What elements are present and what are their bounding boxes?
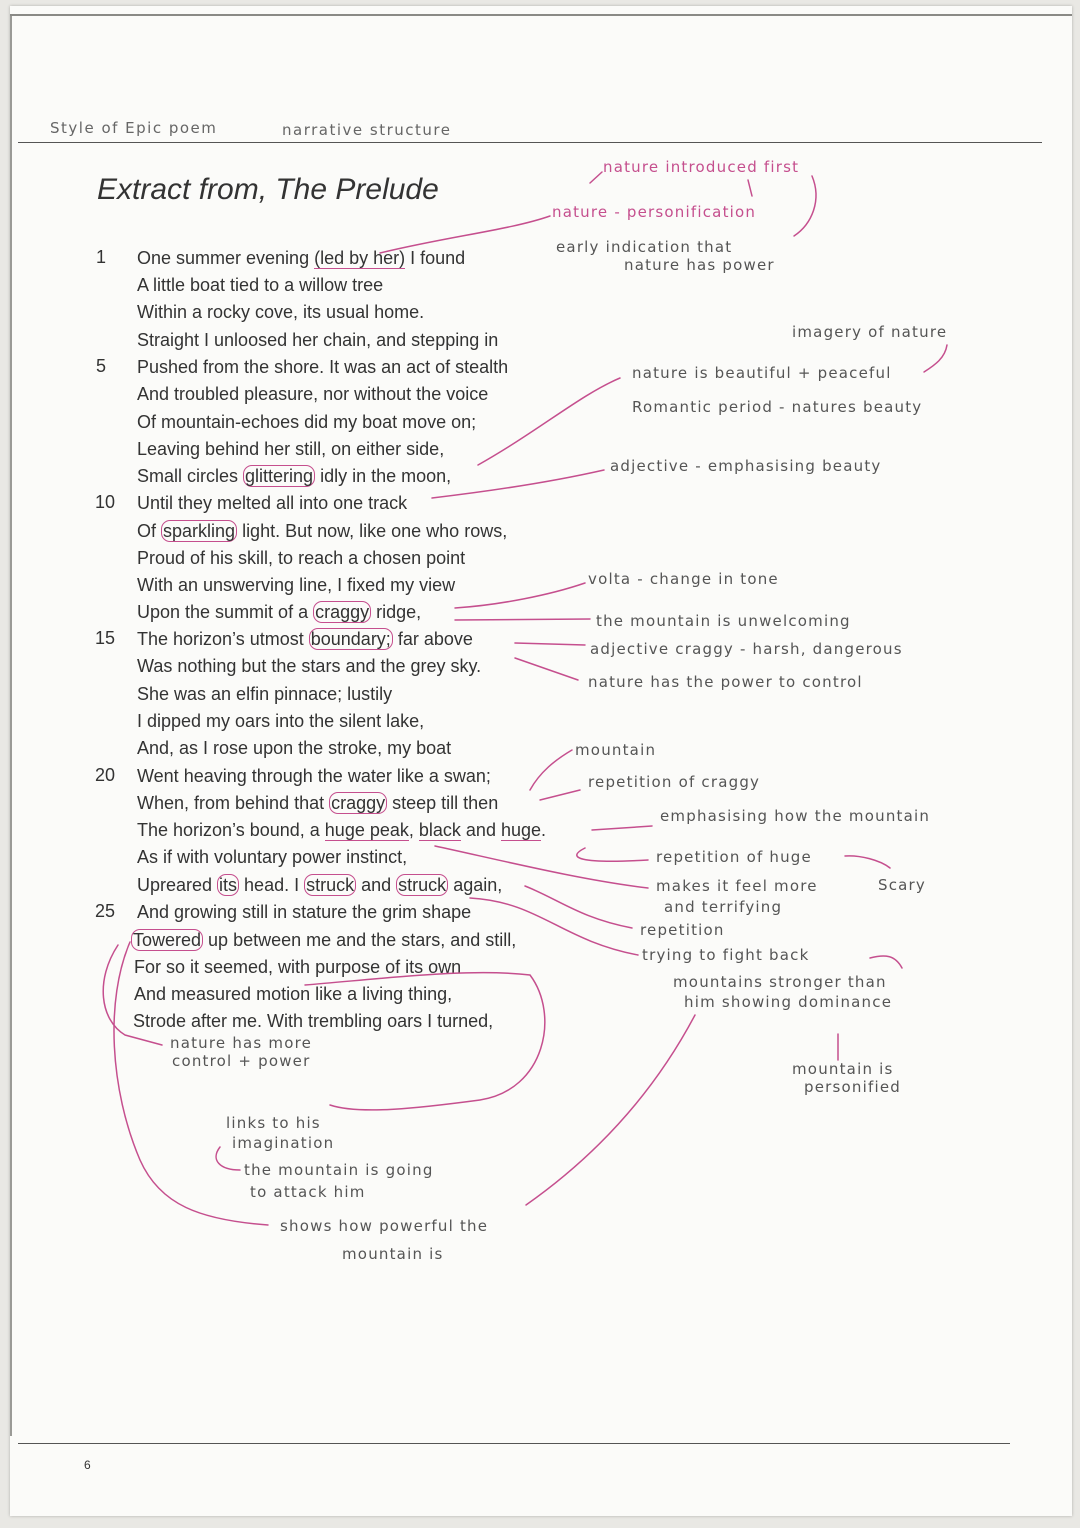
line-text: steep till then — [387, 793, 499, 813]
note-mountains-stronger: mountains stronger than — [673, 973, 887, 991]
note-control-power: control + power — [172, 1052, 311, 1070]
circled-word: glittering — [245, 466, 314, 486]
circled-word: struck — [306, 875, 355, 895]
poem-line: She was an elfin pinnace; lustily — [137, 684, 393, 704]
note-dominance: him showing dominance — [684, 993, 893, 1011]
underlined-phrase: black — [418, 820, 461, 840]
note-nature-power: nature has power — [624, 256, 775, 274]
note-adjective-craggy: adjective craggy - harsh, dangerous — [590, 640, 903, 658]
line-text: Upon the summit of a — [137, 602, 314, 622]
line-number: 15 — [95, 628, 116, 648]
poem-line: Went heaving through the water like a swan; — [137, 766, 491, 786]
note-personified: personified — [804, 1078, 901, 1096]
poem-line: I dipped my oars into the silent lake, — [137, 711, 425, 731]
header-style-note: Style of Epic poem — [50, 119, 218, 137]
line-text: up between me and the stars, and still, — [203, 930, 517, 950]
line-text: again, — [448, 875, 503, 895]
line-text: and — [460, 820, 501, 840]
note-mountain-is-powerful: mountain is — [342, 1245, 444, 1263]
poem-line: With an unswerving line, I fixed my view — [137, 575, 456, 595]
poem-line: As if with voluntary power instinct, — [137, 847, 408, 867]
note-repetition: repetition — [640, 921, 725, 939]
note-romantic: Romantic period - natures beauty — [632, 398, 923, 416]
note-mountain: mountain — [575, 741, 657, 759]
note-volta: volta - change in tone — [588, 570, 779, 588]
line-text: ridge, — [371, 602, 422, 622]
note-mountain-is: mountain is — [792, 1060, 894, 1078]
poem-line: Pushed from the shore. It was an act of stealth — [137, 357, 509, 377]
line-text: Small circles — [137, 466, 244, 486]
line-text: One summer evening — [137, 248, 315, 268]
note-scary: Scary — [878, 876, 927, 894]
circled-word: Towered — [133, 930, 202, 950]
line-text: light. But now, like one who rows, — [237, 521, 508, 541]
note-terrifying: and terrifying — [664, 898, 783, 916]
note-unwelcoming: the mountain is unwelcoming — [596, 612, 851, 630]
line-number: 25 — [95, 901, 116, 921]
line-text: Upreared — [137, 875, 218, 895]
note-fight-back: trying to fight back — [642, 946, 810, 964]
poem-line: Was nothing but the stars and the grey sky. — [137, 656, 482, 676]
line-text: far above — [392, 629, 473, 649]
note-personification: nature - personification — [552, 203, 757, 221]
note-makes-feel: makes it feel more — [656, 877, 818, 895]
circled-word: craggy — [315, 602, 370, 622]
line-number: 10 — [95, 492, 116, 512]
note-adjective-beauty: adjective - emphasising beauty — [610, 457, 882, 475]
underlined-phrase: huge peak — [324, 820, 409, 840]
note-imagination: imagination — [232, 1134, 335, 1152]
poem-line: Within a rocky cove, its usual home. — [137, 302, 425, 322]
note-mountain-attack: the mountain is going — [244, 1161, 434, 1179]
poem-line: A little boat tied to a willow tree — [137, 275, 384, 295]
poem-line: And troubled pleasure, nor without the voice — [137, 384, 489, 404]
note-power-control: nature has the power to control — [588, 673, 863, 691]
poem-line: Straight I unloosed her chain, and stepping in — [137, 330, 499, 350]
line-number: 1 — [96, 247, 107, 267]
note-attack-him: to attack him — [250, 1183, 366, 1201]
line-text: . — [541, 820, 547, 840]
note-nature-introduced: nature introduced first — [603, 158, 800, 176]
circled-word: its — [219, 875, 238, 895]
note-beautiful: nature is beautiful + peaceful — [632, 364, 892, 382]
underlined-phrase: huge — [500, 820, 542, 840]
underlined-phrase: (led by her) — [314, 248, 406, 268]
circled-word: sparkling — [163, 521, 236, 541]
circled-word: struck — [398, 875, 447, 895]
note-early-indication: early indication that — [556, 238, 733, 256]
poem-line: Proud of his skill, to reach a chosen point — [137, 548, 466, 568]
poem-line: For so it seemed, with purpose of its own — [134, 957, 462, 977]
line-text: The horizon’s bound, a — [137, 820, 325, 840]
line-text: , — [408, 820, 419, 840]
line-text: Of — [137, 521, 162, 541]
circled-word: craggy — [331, 793, 386, 813]
line-text: idly in the moon, — [315, 466, 452, 486]
line-text: The horizon’s utmost — [137, 629, 309, 649]
page-number: 6 — [84, 1458, 91, 1472]
page-title: Extract from, The Prelude — [97, 173, 439, 206]
poem-line: Of mountain-echoes did my boat move on; — [137, 412, 477, 432]
line-text: I found — [405, 248, 466, 268]
note-links-imagination: links to his — [226, 1114, 321, 1132]
line-number: 5 — [96, 356, 107, 376]
line-text: When, from behind that — [137, 793, 330, 813]
poem-line: Leaving behind her still, on either side, — [137, 439, 445, 459]
poem-line: And growing still in stature the grim shape — [137, 902, 472, 922]
circled-word: boundary; — [310, 629, 391, 649]
header-structure-note: narrative structure — [282, 121, 452, 139]
line-number: 20 — [95, 765, 116, 785]
line-text: head. I — [239, 875, 305, 895]
note-repetition-craggy: repetition of craggy — [588, 773, 761, 791]
poem-line: And, as I rose upon the stroke, my boat — [137, 738, 452, 758]
line-text: and — [356, 875, 397, 895]
poem-line: Until they melted all into one track — [137, 493, 408, 513]
note-nature-more-control: nature has more — [170, 1034, 313, 1052]
note-emphasising-mountain: emphasising how the mountain — [660, 807, 931, 825]
poem-line: Strode after me. With trembling oars I turned, — [133, 1011, 494, 1031]
note-shows-powerful: shows how powerful the — [280, 1217, 489, 1235]
note-imagery: imagery of nature — [792, 323, 948, 341]
note-repetition-huge: repetition of huge — [656, 848, 812, 866]
poem-line: And measured motion like a living thing, — [134, 984, 453, 1004]
